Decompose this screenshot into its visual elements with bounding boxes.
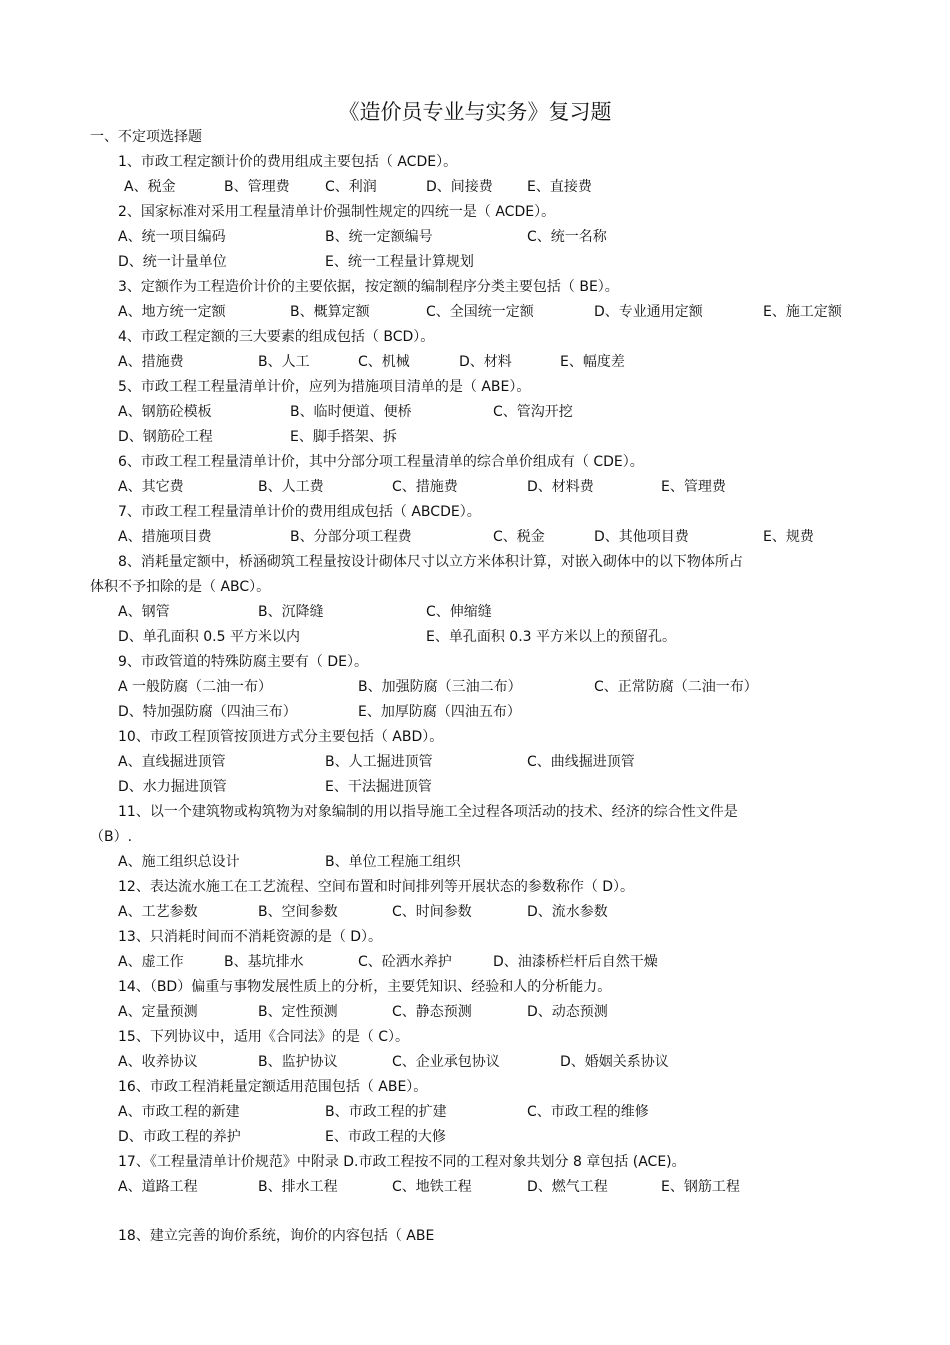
option-row (0, 700, 950, 725)
answer-option: E、规费 (763, 529, 814, 545)
question-text: 6、市政工程工程量清单计价，其中分部分项工程量清单的综合单价组成有（ CDE）。 (118, 454, 644, 470)
answer-option: A、钢筋砼模板 (118, 404, 212, 420)
question-stem (0, 1224, 950, 1249)
answer-option: A、直线掘进顶管 (118, 754, 226, 770)
answer-option: E、幅度差 (560, 354, 625, 370)
answer-option: E、加厚防腐（四油五布） (358, 704, 521, 720)
answer-option: B、定性预测 (258, 1004, 338, 1020)
answer-option: E、施工定额 (763, 304, 842, 320)
answer-option: E、直接费 (527, 179, 592, 195)
question-text-continued: （B）. (90, 829, 133, 845)
answer-option: A、措施费 (118, 354, 184, 370)
blank-line (0, 1200, 950, 1224)
answer-option: A、地方统一定额 (118, 304, 226, 320)
answer-option: C、曲线掘进顶管 (527, 754, 635, 770)
option-row (0, 300, 950, 325)
answer-option: E、脚手搭架、拆 (290, 429, 397, 445)
option-row (0, 750, 950, 775)
answer-option: D、动态预测 (527, 1004, 608, 1020)
answer-option: D、材料 (459, 354, 512, 370)
question-continuation (0, 575, 950, 600)
answer-option: B、概算定额 (290, 304, 370, 320)
question-text: 18、建立完善的询价系统，询价的内容包括（ ABE (118, 1228, 435, 1244)
answer-option: B、市政工程的扩建 (325, 1104, 447, 1120)
question-stem (0, 550, 950, 575)
question-text: 2、国家标准对采用工程量清单计价强制性规定的四统一是（ ACDE）。 (118, 204, 556, 220)
answer-option: A、税金 (124, 179, 176, 195)
answer-option: D、水力掘进顶管 (118, 779, 227, 795)
answer-option: A、工艺参数 (118, 904, 198, 920)
question-text: 1、市政工程定额计价的费用组成主要包括（ ACDE）。 (118, 154, 458, 170)
option-row (0, 350, 950, 375)
answer-option: C、伸缩缝 (426, 604, 492, 620)
answer-option: A、收养协议 (118, 1054, 198, 1070)
answer-option: D、市政工程的养护 (118, 1129, 241, 1145)
answer-option: B、基坑排水 (224, 954, 304, 970)
option-row (0, 625, 950, 650)
answer-option: C、静态预测 (392, 1004, 472, 1020)
answer-option: C、地铁工程 (392, 1179, 472, 1195)
option-row (0, 525, 950, 550)
question-text: 15、下列协议中，适用《合同法》的是（ C）。 (118, 1029, 410, 1045)
question-text: 7、市政工程工程量清单计价的费用组成包括（ ABCDE）。 (118, 504, 481, 520)
answer-option: D、燃气工程 (527, 1179, 608, 1195)
question-stem (0, 650, 950, 675)
answer-option: A、定量预测 (118, 1004, 198, 1020)
question-text: 8、消耗量定额中，桥涵砌筑工程量按设计砌体尺寸以立方米体积计算，对嵌入砌体中的以下物体所占 (118, 554, 743, 570)
question-stem (0, 150, 950, 175)
answer-option: E、单孔面积 0.3 平方米以上的预留孔。 (426, 629, 677, 645)
option-row (0, 1100, 950, 1125)
question-stem (0, 325, 950, 350)
question-stem (0, 725, 950, 750)
answer-option: C、措施费 (392, 479, 458, 495)
answer-option: C、税金 (493, 529, 545, 545)
answer-option: A、统一项目编码 (118, 229, 226, 245)
question-stem (0, 375, 950, 400)
answer-option: C、企业承包协议 (392, 1054, 500, 1070)
question-text-continued: 体积不予扣除的是（ ABC）。 (90, 579, 271, 595)
question-stem (0, 1025, 950, 1050)
answer-option: B、临时便道、便桥 (290, 404, 412, 420)
option-row (0, 1175, 950, 1200)
answer-option: A 一般防腐（二油一布） (118, 679, 273, 695)
answer-option: E、干法掘进顶管 (325, 779, 432, 795)
question-stem (0, 800, 950, 825)
question-stem (0, 450, 950, 475)
answer-option: B、加强防腐（三油二布） (358, 679, 522, 695)
answer-option: A、施工组织总设计 (118, 854, 240, 870)
option-row (0, 250, 950, 275)
answer-option: C、管沟开挖 (493, 404, 573, 420)
answer-option: C、正常防腐（二油一布） (594, 679, 758, 695)
answer-option: B、空间参数 (258, 904, 338, 920)
question-stem (0, 275, 950, 300)
question-stem (0, 925, 950, 950)
answer-option: C、统一名称 (527, 229, 607, 245)
answer-option: B、单位工程施工组织 (325, 854, 461, 870)
option-row (0, 1125, 950, 1150)
option-row (0, 775, 950, 800)
answer-option: D、婚姻关系协议 (560, 1054, 669, 1070)
answer-option: D、材料费 (527, 479, 594, 495)
option-row (0, 900, 950, 925)
option-row (0, 600, 950, 625)
answer-option: C、利润 (325, 179, 377, 195)
answer-option: D、统一计量单位 (118, 254, 227, 270)
answer-option: B、管理费 (224, 179, 290, 195)
answer-option: C、砼洒水养护 (358, 954, 452, 970)
option-row (0, 225, 950, 250)
answer-option: A、道路工程 (118, 1179, 198, 1195)
answer-option: A、措施项目费 (118, 529, 212, 545)
option-row (0, 475, 950, 500)
option-row (0, 1000, 950, 1025)
question-stem (0, 875, 950, 900)
option-row (0, 425, 950, 450)
question-text: 9、市政管道的特殊防腐主要有（ DE）。 (118, 654, 368, 670)
answer-option: E、市政工程的大修 (325, 1129, 446, 1145)
answer-option: A、其它费 (118, 479, 184, 495)
option-row (0, 675, 950, 700)
option-row (0, 400, 950, 425)
answer-option: C、机械 (358, 354, 410, 370)
question-text: 4、市政工程定额的三大要素的组成包括（ BCD）。 (118, 329, 435, 345)
answer-option: B、人工 (258, 354, 310, 370)
answer-option: B、人工费 (258, 479, 324, 495)
question-stem (0, 1075, 950, 1100)
question-stem (0, 975, 950, 1000)
answer-option: A、钢管 (118, 604, 170, 620)
option-row (0, 175, 950, 200)
answer-option: D、间接费 (426, 179, 493, 195)
answer-option: E、统一工程量计算规划 (325, 254, 474, 270)
question-text: 17、《工程量清单计价规范》中附录 D.市政工程按不同的工程对象共划分 8 章包括 (ACE)。 (118, 1154, 686, 1170)
option-row (0, 1050, 950, 1075)
question-text: 3、定额作为工程造价计价的主要依据，按定额的编制程序分类主要包括（ BE）。 (118, 279, 619, 295)
question-text: 11、以一个建筑物或构筑物为对象编制的用以指导施工全过程各项活动的技术、经济的综合性文件是 (118, 804, 738, 820)
page-title: 《造价员专业与实务》复习题 (338, 100, 612, 124)
answer-option: C、市政工程的维修 (527, 1104, 649, 1120)
question-text: 5、市政工程工程量清单计价，应列为措施项目清单的是（ ABE）。 (118, 379, 531, 395)
answer-option: A、市政工程的新建 (118, 1104, 240, 1120)
answer-option: B、沉降缝 (258, 604, 324, 620)
answer-option: D、钢筋砼工程 (118, 429, 213, 445)
answer-option: A、虚工作 (118, 954, 184, 970)
question-stem (0, 500, 950, 525)
section-title: 一、不定项选择题 (90, 129, 202, 145)
answer-option: B、人工掘进顶管 (325, 754, 433, 770)
answer-option: C、时间参数 (392, 904, 472, 920)
question-continuation (0, 825, 950, 850)
answer-option: D、专业通用定额 (594, 304, 703, 320)
answer-option: B、排水工程 (258, 1179, 338, 1195)
answer-option: D、其他项目费 (594, 529, 689, 545)
answer-option: B、监护协议 (258, 1054, 338, 1070)
answer-option: D、流水参数 (527, 904, 608, 920)
question-stem (0, 1150, 950, 1175)
answer-option: E、钢筋工程 (661, 1179, 740, 1195)
question-list (0, 150, 950, 1249)
answer-option: C、全国统一定额 (426, 304, 534, 320)
question-text: 16、市政工程消耗量定额适用范围包括（ ABE）。 (118, 1079, 428, 1095)
answer-option: B、统一定额编号 (325, 229, 433, 245)
answer-option: D、油漆桥栏杆后自然干燥 (493, 954, 658, 970)
option-row (0, 950, 950, 975)
answer-option: B、分部分项工程费 (290, 529, 412, 545)
answer-option: D、特加强防腐（四油三布） (118, 704, 297, 720)
question-text: 10、市政工程顶管按顶进方式分主要包括（ ABD）。 (118, 729, 444, 745)
question-text: 14、（BD）偏重与事物发展性质上的分析，主要凭知识、经验和人的分析能力。 (118, 979, 612, 995)
answer-option: E、管理费 (661, 479, 726, 495)
question-text: 13、只消耗时间而不消耗资源的是（ D）。 (118, 929, 383, 945)
question-text: 12、表达流水施工在工艺流程、空间布置和时间排列等开展状态的参数称作（ D）。 (118, 879, 635, 895)
question-stem (0, 200, 950, 225)
answer-option: D、单孔面积 0.5 平方米以内 (118, 629, 300, 645)
option-row (0, 850, 950, 875)
